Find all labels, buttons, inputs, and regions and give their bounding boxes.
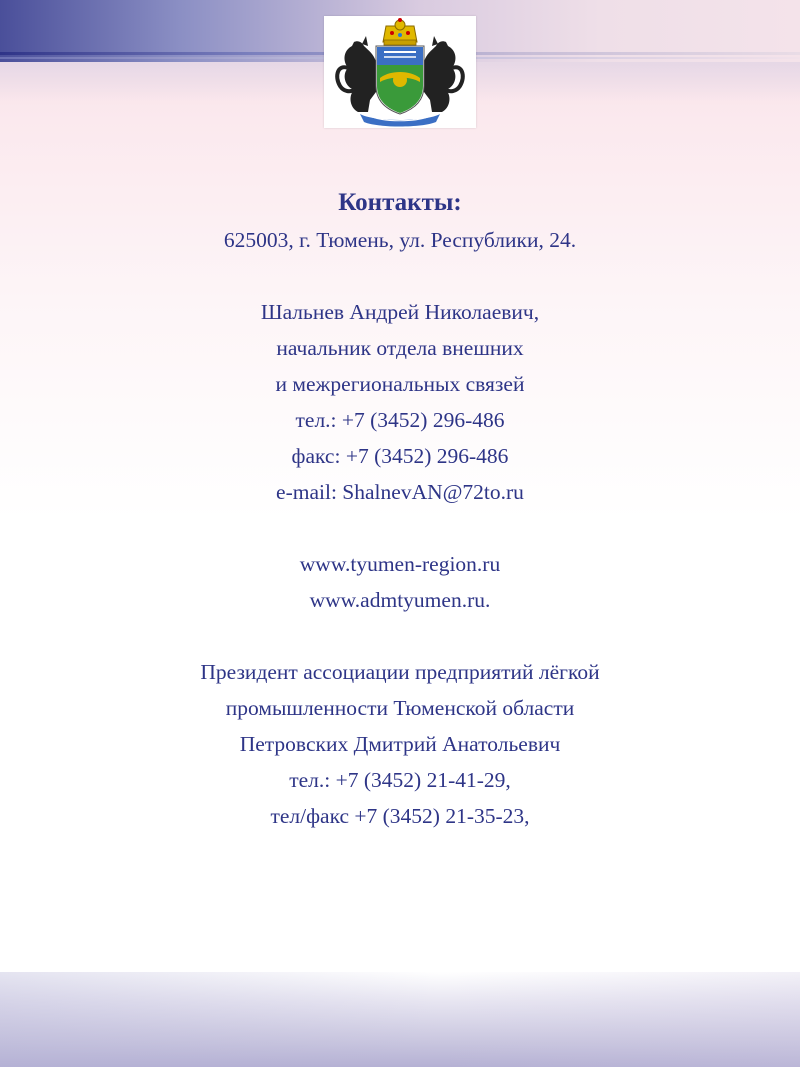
person1-email[interactable]: e-mail: ShalnevAN@72to.ru xyxy=(276,480,524,504)
person1-name: Шальнев Андрей Николаевич, xyxy=(260,300,540,324)
left-sable-icon xyxy=(337,36,376,112)
bottom-band-fade xyxy=(0,972,800,1067)
person2-position-line2: промышленности Тюменской области xyxy=(225,696,575,720)
person2-phone: тел.: +7 (3452) 21-41-29, xyxy=(289,768,511,792)
coat-of-arms xyxy=(324,16,476,128)
website-link-1[interactable]: www.tyumen-region.ru xyxy=(299,552,501,576)
spacer xyxy=(0,618,800,654)
contacts-heading: Контакты: xyxy=(338,189,462,216)
person2-position-line1: Президент ассоциации предприятий лёгкой xyxy=(200,660,600,684)
spacer xyxy=(0,258,800,294)
person2-phone-fax: тел/факс +7 (3452) 21-35-23, xyxy=(270,804,530,828)
person2-name: Петровских Дмитрий Анатольевич xyxy=(239,732,561,756)
right-sable-icon xyxy=(424,36,463,112)
ribbon-icon xyxy=(360,114,440,127)
spacer xyxy=(0,510,800,546)
person1-phone: тел.: +7 (3452) 296-486 xyxy=(295,408,505,432)
contacts-block xyxy=(0,184,800,834)
tyumen-coat-of-arms-icon xyxy=(324,16,476,128)
crown-icon xyxy=(383,18,417,45)
person1-position-line2: и межрегиональных связей xyxy=(275,372,525,396)
shield-icon xyxy=(376,46,424,114)
person1-position-line1: начальник отдела внешних xyxy=(276,336,524,360)
website-link-2[interactable]: www.admtyumen.ru. xyxy=(309,588,491,612)
address: 625003, г. Тюмень, ул. Республики, 24. xyxy=(223,228,577,252)
person1-fax: факс: +7 (3452) 296-486 xyxy=(291,444,509,468)
